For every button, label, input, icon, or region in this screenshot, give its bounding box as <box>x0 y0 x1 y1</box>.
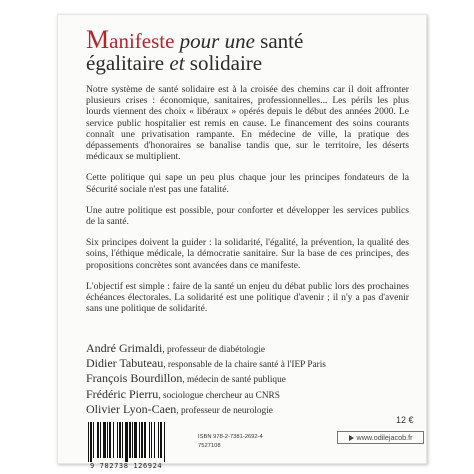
barcode-bar <box>113 422 114 458</box>
author-entry <box>86 403 416 418</box>
book-title <box>86 25 416 75</box>
author-entry <box>86 342 416 357</box>
barcode-bar <box>129 422 131 458</box>
author-name: Frédéric Pierru <box>86 386 159 401</box>
author-name: Olivier Lyon-Caen <box>86 401 177 416</box>
product-code: 7527108 <box>198 443 221 449</box>
author-role: , professeur de diabétologie <box>162 345 266 355</box>
book-back-cover <box>57 14 427 470</box>
barcode-bar <box>100 422 101 458</box>
author-name: Didier Tabuteau <box>86 356 164 371</box>
barcode-bar <box>119 422 121 458</box>
blurb-paragraph: Notre système de santé solidaire est à la croisée des chemins car il doit affronter plusieurs crises : économique, sanitaires, professionnelles... Les périls les plus lourds viennent des choix « libéraux » opérés depuis le début des années 2000. Le service public hospitalier est remis en cause. Le financement des soins courants connaît une privatisation rampante. En médecine de ville, la pratique des dépassements d'honoraires se banalise tandis que, sur le territoire, les déserts médicaux se multiplient. <box>86 84 409 163</box>
author-role: , médecin de santé publique <box>182 375 286 386</box>
author-role: , sociologue chercheur au CNRS <box>158 390 280 401</box>
barcode-bar <box>134 422 137 458</box>
barcode-bar <box>88 422 89 462</box>
title-italic: pour une <box>179 29 255 53</box>
barcode-bar <box>158 422 159 458</box>
isbn-block <box>198 433 263 451</box>
barcode-bar <box>154 422 155 458</box>
barcode-bar <box>109 422 111 458</box>
barcode-icon <box>86 422 195 462</box>
barcode-bar <box>132 422 133 458</box>
barcode-bar <box>151 422 152 458</box>
title-initial: M <box>86 25 110 54</box>
barcode-bar <box>93 422 94 458</box>
barcode-bar <box>141 422 143 458</box>
barcode-bar <box>125 422 128 462</box>
barcode <box>86 422 195 462</box>
author-name: André Grimaldi <box>86 341 163 355</box>
barcode-bar <box>149 422 150 458</box>
isbn-text: ISBN 978-2-7381-2692-4 <box>198 434 263 440</box>
arrow-right-icon <box>349 435 354 441</box>
author-entry <box>86 357 416 372</box>
price: 12 € <box>396 415 414 425</box>
author-name: François Bourdillon <box>86 371 183 386</box>
title-part: santé <box>254 29 304 53</box>
author-role: , responsable de la chaire santé à l'IEP Paris <box>163 360 326 371</box>
author-role: , professeur de neurologie <box>176 405 273 416</box>
author-entry <box>86 388 416 403</box>
blurb-paragraph: Cette politique qui sape un peu plus chaque jour les principes fondateurs de la Sécurité sociale n'est pas une fatalité. <box>86 172 409 195</box>
blurb-paragraph: Six principes doivent la guider : la solidarité, l'égalité, la prévention, la qualité des soins, l'éthique médicale, la démocratie sanitaire. Sur la base de ces principes, des propositions concrètes sont avancées dans ce manifeste. <box>86 237 409 271</box>
website-link[interactable] <box>337 431 424 444</box>
barcode-bar <box>117 422 118 458</box>
author-list <box>86 342 416 418</box>
barcode-digits: 9 782738 126924 <box>90 462 163 470</box>
barcode-bar <box>90 422 92 462</box>
title-part: égalitaire <box>86 51 170 75</box>
barcode-bar <box>97 422 99 458</box>
title-part: solidaire <box>184 51 263 75</box>
website-text: www.odilejacob.fr <box>356 433 413 442</box>
blurb-text <box>86 84 409 324</box>
barcode-bar <box>164 422 165 462</box>
title-italic: et <box>169 51 185 75</box>
blurb-paragraph: L'objectif est simple : faire de la santé un enjeu du débat public lors des prochaines échéances électorales. La solidarité est une politique d'avenir ; il n'y a pas d'avenir sans une politique de solidarité. <box>86 280 409 315</box>
barcode-bar <box>107 422 108 458</box>
barcode-bar <box>139 422 140 458</box>
author-entry <box>86 372 416 387</box>
barcode-bar <box>122 422 123 458</box>
title-part: anifeste <box>109 29 180 53</box>
blurb-paragraph: Une autre politique est possible, pour conforter et développer les services publics de la santé. <box>86 204 409 228</box>
barcode-bar <box>160 422 162 458</box>
barcode-bar <box>144 422 146 458</box>
barcode-bar <box>103 422 106 458</box>
